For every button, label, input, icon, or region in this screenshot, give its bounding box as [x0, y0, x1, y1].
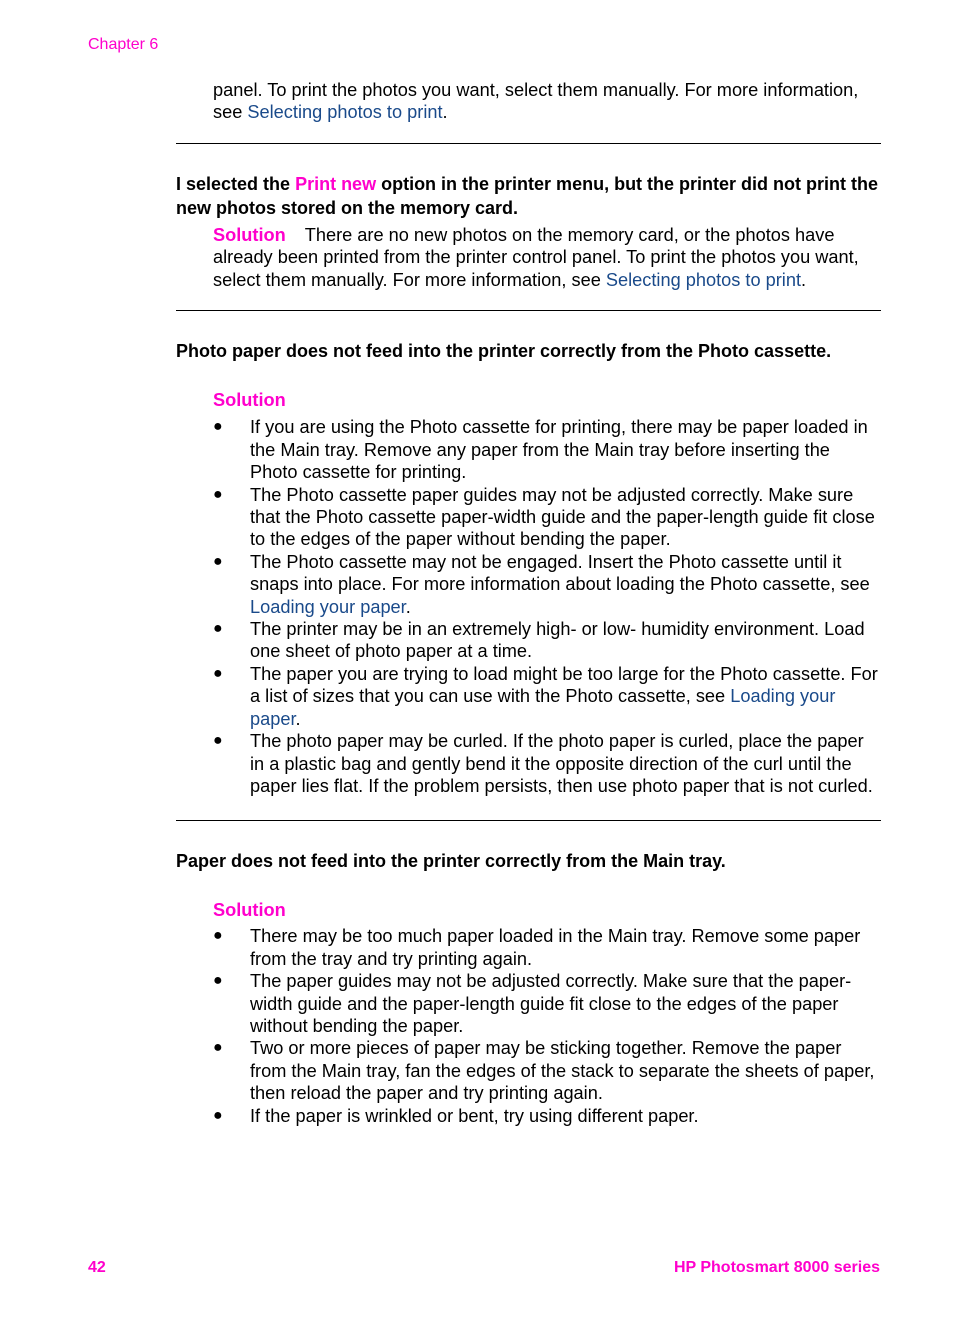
question-print-new	[176, 173, 881, 220]
solution-photo-cassette	[213, 389, 881, 797]
list-item: ● If you are using the Photo cassette for printing, there may be paper loaded in the Main tray. Remove any paper from the Main tray before inserting the Photo cassette for printing.	[213, 417, 868, 483]
question-photo-cassette: Photo paper does not feed into the printer correctly from the Photo cassette.	[176, 341, 832, 361]
selecting-photos-link[interactable]: Selecting photos to print	[247, 102, 443, 123]
solution-list	[213, 416, 881, 797]
q1-pre: I selected the	[176, 174, 296, 194]
solution-main-tray	[213, 899, 881, 1127]
solution-list	[213, 925, 881, 1127]
list-item: ● The paper you are trying to load might be too large for the Photo cassette. For a list of sizes that you can use with the Photo cassette, see Loading your paper.	[213, 663, 878, 729]
list-item: ● The printer may be in an extremely high- or low- humidity environment. Load one sheet of photo paper at a time.	[213, 619, 865, 662]
list-item: ● Two or more pieces of paper may be sticking together. Remove the paper from the Main tray, fan the edges of the stack to separate the sheets of paper, then reload the paper and try printing again.	[213, 1038, 875, 1104]
selecting-photos-link[interactable]: Selecting photos to print	[605, 269, 802, 290]
list-item: ● If the paper is wrinkled or bent, try using different paper.	[213, 1105, 699, 1126]
solution-end: .	[801, 269, 807, 290]
loading-paper-link[interactable]: Loading your paper	[250, 596, 406, 617]
intro-end: .	[442, 102, 448, 123]
chapter-header: Chapter 6	[88, 36, 159, 53]
solution-label: Solution	[213, 225, 286, 245]
list-item: ● The Photo cassette may not be engaged. Insert the Photo cassette until it snaps into place. For more information about loading the Photo cassette, see Loading your paper.	[213, 551, 870, 617]
loading-paper-link[interactable]: Loading your paper	[250, 686, 836, 729]
page-number: 42	[88, 1259, 106, 1276]
section-divider	[176, 143, 881, 144]
list-item: ● The Photo cassette paper guides may not be adjusted correctly. Make sure that the Photo cassette paper-width guide and the paper-length guide fit close to the edges of the paper without bending the paper.	[213, 484, 875, 550]
list-item: ● The paper guides may not be adjusted correctly. Make sure that the paper-width guide and the paper-length guide fit close to the edges of the paper without bending the paper.	[213, 971, 852, 1037]
section-divider	[176, 820, 881, 821]
section-divider	[176, 310, 881, 311]
product-name: HP Photosmart 8000 series	[673, 1259, 880, 1276]
solution-print-new	[213, 224, 881, 291]
solution-label: Solution	[213, 390, 286, 410]
intro-text: panel. To print the photos you want, select them manually. For more information, see	[213, 80, 859, 123]
solution-text: There are no new photos on the memory card, or the photos have already been printed from the printer control panel. To print the photos you want, select them manually. For more information, see	[213, 225, 859, 290]
solution-label: Solution	[213, 900, 286, 920]
list-item: ● There may be too much paper loaded in the Main tray. Remove some paper from the tray and try printing again.	[213, 926, 861, 969]
question-main-tray: Paper does not feed into the printer correctly from the Main tray.	[176, 851, 726, 871]
list-item: ● The photo paper may be curled. If the photo paper is curled, place the paper in a plastic bag and gently bend it the opposite direction of the curl until the paper lies flat. If the problem persists, then use photo paper that is not curled.	[213, 731, 873, 796]
intro-paragraph	[213, 79, 881, 124]
q1-post: option in the printer menu, but the printer did not print the new photos stored on the memory card.	[176, 174, 879, 218]
print-new-option: Print new	[295, 174, 377, 194]
